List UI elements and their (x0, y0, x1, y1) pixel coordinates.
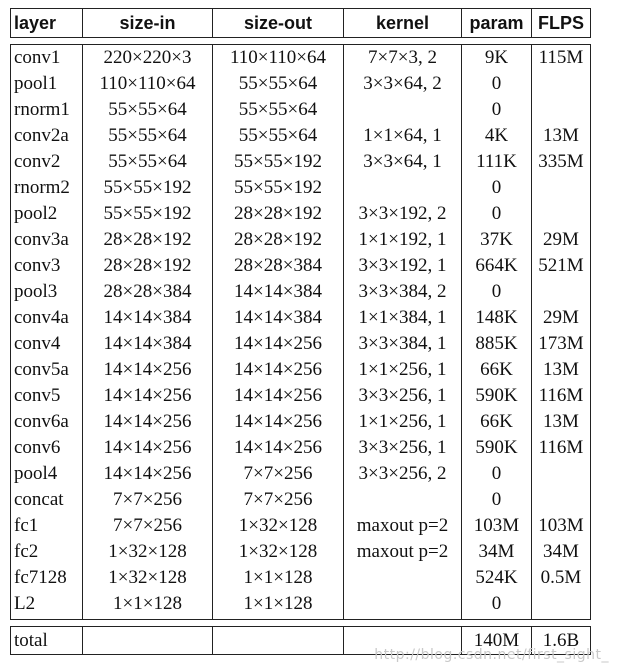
cell-flps (532, 175, 591, 201)
cell-layer: conv6 (11, 435, 83, 461)
cell-layer: rnorm1 (11, 97, 83, 123)
cell-size-in: 1×1×128 (83, 591, 213, 620)
table-row (11, 539, 591, 565)
header-row (11, 9, 591, 38)
cell-layer: fc2 (11, 539, 83, 565)
header-size-out: size-out (213, 9, 344, 38)
cell-param: 0 (462, 487, 532, 513)
cell-size-in: 1×32×128 (83, 565, 213, 591)
cell-kernel: 3×3×384, 1 (344, 331, 462, 357)
cell-flps: 116M (532, 435, 591, 461)
cell-layer: conv4 (11, 331, 83, 357)
table-row (11, 45, 591, 72)
cell-param: 0 (462, 97, 532, 123)
cell-kernel (344, 591, 462, 620)
cell-size-in: 55×55×192 (83, 201, 213, 227)
cell-flps (532, 591, 591, 620)
table-body (11, 45, 591, 620)
cell-param: 4K (462, 123, 532, 149)
cell-size-in: 28×28×384 (83, 279, 213, 305)
cell-layer: pool1 (11, 71, 83, 97)
cell-flps: 115M (532, 45, 591, 72)
total-param: 140M (462, 627, 532, 655)
cell-size-out: 1×1×128 (213, 565, 344, 591)
cell-size-out: 14×14×256 (213, 383, 344, 409)
cell-layer: fc1 (11, 513, 83, 539)
cell-size-out: 55×55×64 (213, 97, 344, 123)
cell-kernel: 3×3×256, 2 (344, 461, 462, 487)
cell-size-out: 7×7×256 (213, 461, 344, 487)
cell-size-in: 1×32×128 (83, 539, 213, 565)
table-row (11, 513, 591, 539)
cell-kernel: 3×3×64, 2 (344, 71, 462, 97)
cell-size-in: 55×55×64 (83, 97, 213, 123)
cell-kernel: 3×3×64, 1 (344, 149, 462, 175)
header-gap (11, 38, 591, 45)
cell-kernel: 3×3×192, 1 (344, 253, 462, 279)
watermark: http://blog.csdn.net/first_sight_ (374, 647, 609, 663)
cell-layer: fc7128 (11, 565, 83, 591)
cell-kernel: 1×1×256, 1 (344, 357, 462, 383)
cell-param: 524K (462, 565, 532, 591)
cell-flps: 29M (532, 305, 591, 331)
cell-size-out: 14×14×256 (213, 435, 344, 461)
cell-size-out: 55×55×192 (213, 149, 344, 175)
cell-size-in: 7×7×256 (83, 487, 213, 513)
table-row (11, 123, 591, 149)
cell-size-out: 55×55×192 (213, 175, 344, 201)
cell-kernel: 3×3×384, 2 (344, 279, 462, 305)
table-row (11, 409, 591, 435)
architecture-table (10, 8, 591, 655)
total-gap-group (11, 620, 591, 627)
cell-flps (532, 461, 591, 487)
cell-param: 0 (462, 279, 532, 305)
cell-size-out: 55×55×64 (213, 71, 344, 97)
cell-kernel: maxout p=2 (344, 539, 462, 565)
table-row (11, 279, 591, 305)
cell-param: 111K (462, 149, 532, 175)
table-header (11, 9, 591, 45)
total-label: total (11, 627, 83, 655)
cell-size-out: 1×32×128 (213, 513, 344, 539)
cell-flps (532, 487, 591, 513)
cell-layer: conv5 (11, 383, 83, 409)
cell-kernel (344, 175, 462, 201)
cell-flps: 29M (532, 227, 591, 253)
architecture-table-container (10, 8, 590, 655)
cell-layer: conv1 (11, 45, 83, 72)
cell-kernel: 3×3×192, 2 (344, 201, 462, 227)
cell-flps: 13M (532, 357, 591, 383)
cell-flps: 521M (532, 253, 591, 279)
table-row (11, 591, 591, 620)
cell-param: 37K (462, 227, 532, 253)
cell-size-in: 55×55×64 (83, 123, 213, 149)
table-row (11, 461, 591, 487)
cell-param: 103M (462, 513, 532, 539)
cell-size-in: 14×14×256 (83, 435, 213, 461)
cell-layer: conv3 (11, 253, 83, 279)
cell-size-in: 14×14×256 (83, 461, 213, 487)
cell-kernel: 1×1×384, 1 (344, 305, 462, 331)
cell-size-out: 1×32×128 (213, 539, 344, 565)
cell-kernel: 3×3×256, 1 (344, 383, 462, 409)
table-row (11, 565, 591, 591)
cell-flps: 13M (532, 409, 591, 435)
cell-size-in: 14×14×256 (83, 357, 213, 383)
cell-layer: pool2 (11, 201, 83, 227)
cell-param: 9K (462, 45, 532, 72)
total-flps: 1.6B (532, 627, 591, 655)
table-row (11, 487, 591, 513)
cell-param: 0 (462, 71, 532, 97)
cell-size-out: 14×14×384 (213, 279, 344, 305)
cell-kernel: 1×1×64, 1 (344, 123, 462, 149)
cell-layer: pool4 (11, 461, 83, 487)
cell-size-in: 14×14×256 (83, 409, 213, 435)
header-flps: FLPS (532, 9, 591, 38)
cell-flps: 103M (532, 513, 591, 539)
cell-kernel: 1×1×256, 1 (344, 409, 462, 435)
cell-kernel (344, 97, 462, 123)
cell-layer: conv2a (11, 123, 83, 149)
cell-size-in: 28×28×192 (83, 227, 213, 253)
cell-kernel (344, 487, 462, 513)
cell-param: 148K (462, 305, 532, 331)
cell-flps: 173M (532, 331, 591, 357)
cell-param: 0 (462, 461, 532, 487)
cell-kernel: maxout p=2 (344, 513, 462, 539)
cell-param: 66K (462, 357, 532, 383)
cell-flps (532, 97, 591, 123)
total-size-out (213, 627, 344, 655)
cell-layer: conv2 (11, 149, 83, 175)
cell-flps: 335M (532, 149, 591, 175)
table-row (11, 149, 591, 175)
cell-param: 0 (462, 175, 532, 201)
cell-layer: conv4a (11, 305, 83, 331)
table-row (11, 331, 591, 357)
cell-flps (532, 201, 591, 227)
cell-size-out: 28×28×192 (213, 227, 344, 253)
cell-flps: 13M (532, 123, 591, 149)
cell-size-in: 55×55×192 (83, 175, 213, 201)
cell-kernel: 3×3×256, 1 (344, 435, 462, 461)
table-row (11, 227, 591, 253)
cell-kernel (344, 565, 462, 591)
cell-flps: 0.5M (532, 565, 591, 591)
cell-size-out: 28×28×384 (213, 253, 344, 279)
cell-param: 590K (462, 435, 532, 461)
cell-layer: conv5a (11, 357, 83, 383)
cell-size-out: 110×110×64 (213, 45, 344, 72)
cell-size-in: 14×14×384 (83, 305, 213, 331)
cell-size-in: 28×28×192 (83, 253, 213, 279)
cell-param: 590K (462, 383, 532, 409)
cell-size-in: 110×110×64 (83, 71, 213, 97)
table-row (11, 357, 591, 383)
cell-size-out: 14×14×256 (213, 409, 344, 435)
cell-size-in: 14×14×256 (83, 383, 213, 409)
cell-size-out: 55×55×64 (213, 123, 344, 149)
cell-size-out: 1×1×128 (213, 591, 344, 620)
cell-kernel: 1×1×192, 1 (344, 227, 462, 253)
table-row (11, 175, 591, 201)
cell-size-out: 14×14×256 (213, 357, 344, 383)
cell-layer: pool3 (11, 279, 83, 305)
table-row (11, 71, 591, 97)
cell-param: 885K (462, 331, 532, 357)
cell-flps: 34M (532, 539, 591, 565)
cell-layer: conv3a (11, 227, 83, 253)
cell-layer: rnorm2 (11, 175, 83, 201)
table-row (11, 253, 591, 279)
cell-size-out: 14×14×256 (213, 331, 344, 357)
cell-size-in: 7×7×256 (83, 513, 213, 539)
cell-layer: conv6a (11, 409, 83, 435)
cell-size-in: 220×220×3 (83, 45, 213, 72)
header-kernel: kernel (344, 9, 462, 38)
cell-flps (532, 71, 591, 97)
cell-size-out: 14×14×384 (213, 305, 344, 331)
cell-flps (532, 279, 591, 305)
cell-size-out: 28×28×192 (213, 201, 344, 227)
header-layer: layer (11, 9, 83, 38)
cell-param: 0 (462, 591, 532, 620)
cell-size-in: 55×55×64 (83, 149, 213, 175)
header-size-in: size-in (83, 9, 213, 38)
cell-param: 66K (462, 409, 532, 435)
cell-flps: 116M (532, 383, 591, 409)
cell-param: 34M (462, 539, 532, 565)
cell-kernel: 7×7×3, 2 (344, 45, 462, 72)
cell-param: 664K (462, 253, 532, 279)
table-row (11, 435, 591, 461)
cell-param: 0 (462, 201, 532, 227)
cell-layer: concat (11, 487, 83, 513)
total-gap (11, 620, 591, 627)
cell-layer: L2 (11, 591, 83, 620)
table-row (11, 97, 591, 123)
cell-size-out: 7×7×256 (213, 487, 344, 513)
table-row (11, 305, 591, 331)
header-param: param (462, 9, 532, 38)
total-size-in (83, 627, 213, 655)
table-row (11, 201, 591, 227)
table-row (11, 383, 591, 409)
cell-size-in: 14×14×384 (83, 331, 213, 357)
